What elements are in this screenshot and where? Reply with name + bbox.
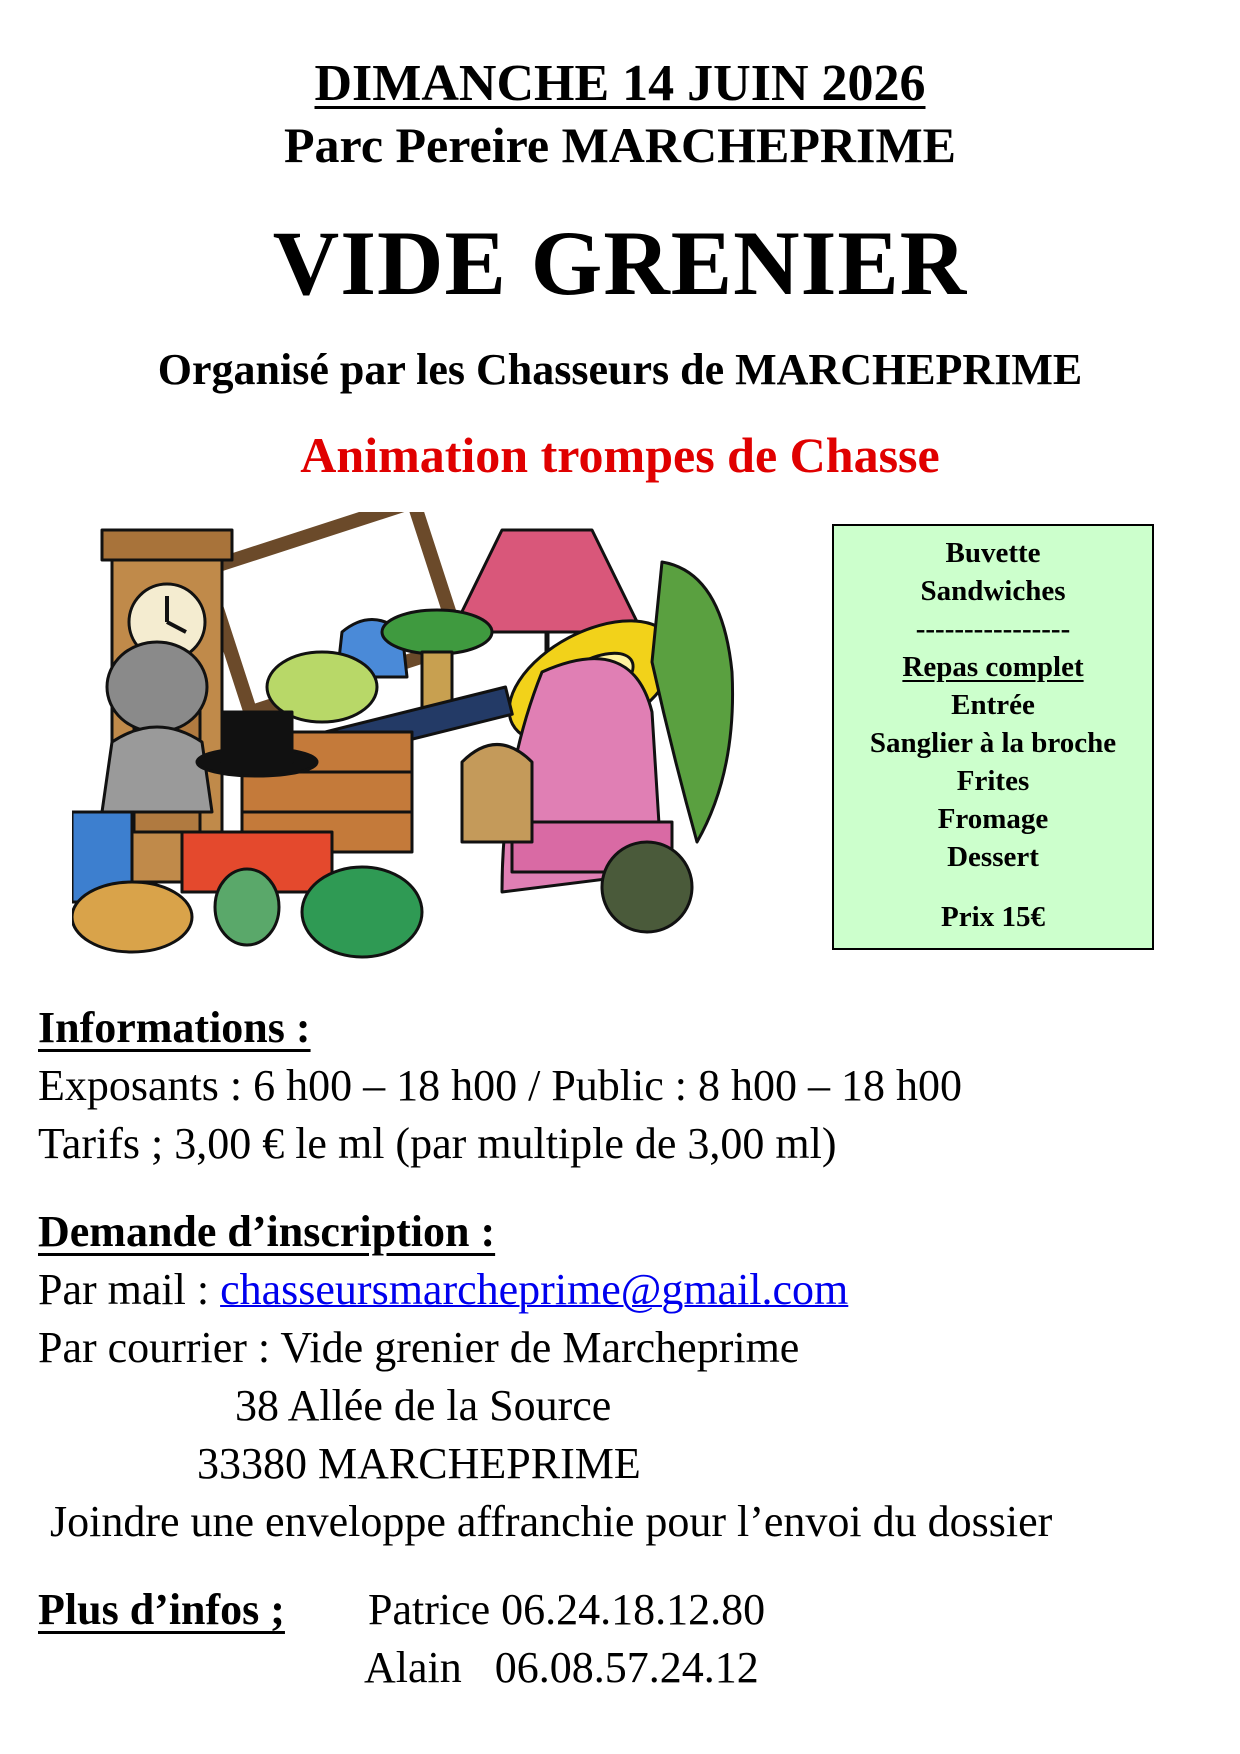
- event-date: DIMANCHE 14 JUIN 2026: [314, 55, 926, 112]
- inscription-heading: Demande d’inscription :: [38, 1207, 496, 1256]
- menu-sandwiches: Sandwiches: [920, 575, 1066, 607]
- mail-label: Par mail :: [38, 1265, 221, 1314]
- refreshments-menu-box: [832, 524, 1154, 950]
- menu-item: Dessert: [947, 841, 1039, 873]
- animation-line: Animation trompes de Chasse: [300, 427, 940, 483]
- mail-line: [38, 1264, 848, 1315]
- address-line-2: 33380 MARCHEPRIME: [197, 1439, 641, 1488]
- flea-market-objects-illustration: [72, 512, 777, 964]
- informations-heading: Informations :: [38, 1003, 311, 1052]
- address-line-1: 38 Allée de la Source: [235, 1381, 612, 1430]
- tarifs-line: Tarifs ; 3,00 € le ml (par multiple de 3,00 ml): [38, 1119, 837, 1168]
- event-venue: Parc Pereire MARCHEPRIME: [283, 117, 957, 173]
- courrier-line: Par courrier : Vide grenier de Marcheprime: [38, 1323, 800, 1372]
- menu-separator: ----------------: [915, 613, 1071, 645]
- contact-alain: Alain 06.08.57.24.12: [364, 1643, 759, 1692]
- menu-item: Sanglier à la broche: [869, 727, 1117, 759]
- menu-item: Entrée: [951, 689, 1035, 721]
- envelope-note: Joindre une enveloppe affranchie pour l’envoi du dossier: [50, 1497, 1053, 1546]
- poster-title: VIDE GRENIER: [272, 212, 968, 314]
- contacts-heading: Plus d’infos ;: [38, 1585, 285, 1634]
- menu-item: Frites: [956, 765, 1030, 797]
- organizer-line: Organisé par les Chasseurs de MARCHEPRIME: [157, 345, 1083, 394]
- contact-patrice: Patrice 06.24.18.12.80: [368, 1585, 766, 1634]
- menu-price: Prix 15€: [941, 901, 1045, 933]
- menu-meal-title: Repas complet: [902, 651, 1084, 683]
- menu-buvette: Buvette: [945, 537, 1041, 569]
- email-link[interactable]: chasseursmarcheprime@gmail.com: [220, 1265, 849, 1314]
- menu-item: Fromage: [937, 803, 1049, 835]
- hours-line: Exposants : 6 h00 – 18 h00 / Public : 8 h00 – 18 h00: [38, 1061, 962, 1110]
